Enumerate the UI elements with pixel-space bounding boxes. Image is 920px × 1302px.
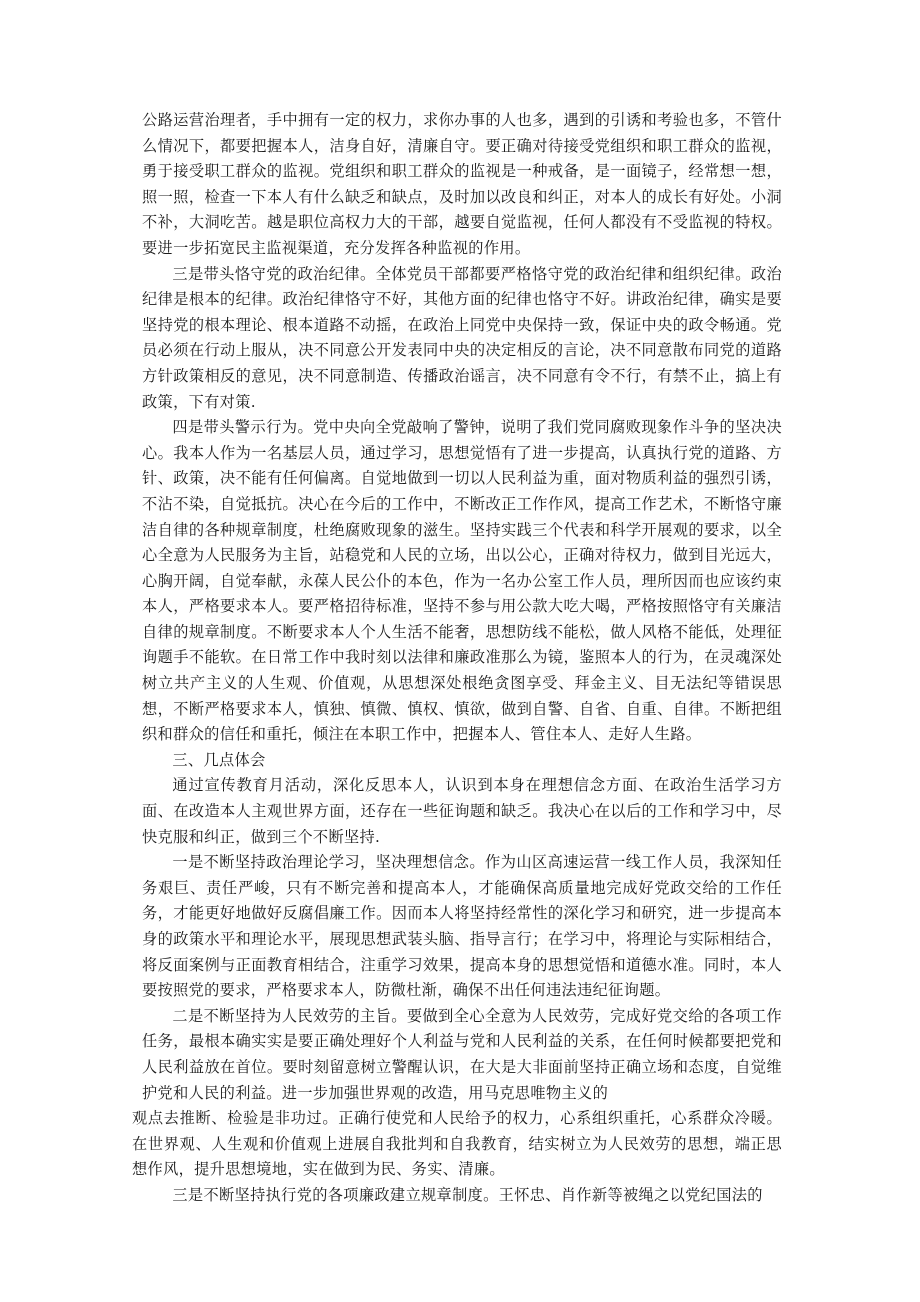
- paragraph-serve-people: 二是不断坚持为人民效劳的主旨。要做到全心全意为人民效劳，完成好党交给的各项工作任务，最根本确实实是要正确处理好个人利益与党和人民利益的关系，在任何时候都要把党和人民利益放在首位。要时刻留意树立警醒认识，在大是大非面前坚持正确立场和态度，自觉维护党和人民的利益。进一步加强世界观的改造，用马克思唯物主义的: [142, 1006, 782, 1102]
- paragraph-reflection: 通过宣传教育月活动，深化反思本人，认识到本身在理想信念方面、在政治生活学习方面、在改造本人主观世界方面，还存在一些征询题和缺乏。我决心在以后的工作和学习中，尽快克服和纠正，做到三个不断坚持.: [142, 776, 782, 846]
- paragraph-theory-study: 一是不断坚持政治理论学习，坚决理想信念。作为山区高速运营一线工作人员，我深知任务艰巨、责任严峻，只有不断完善和提高本人，才能确保高质量地完成好党政交给的工作任务，才能更好地做好反腐倡廉工作。因而本人将坚持经常性的深化学习和研究，进一步提高本身的政策水平和理论水平，展现思想武装头脑、指导言行；在学习中，将理论与实际相结合，将反面案例与正面教育相结合，注重学习效果，提高本身的思想觉悟和道德水准。同时，本人要按照党的要求，严格要求本人，防微杜渐，确保不出任何违法违纪征询题。: [142, 853, 782, 1000]
- paragraph-regulations: 三是不断坚持执行党的各项廉政建立规章制度。王怀忠、肖作新等被绳之以党纪国法的: [172, 1185, 763, 1204]
- paragraph-political-discipline: 三是带头恪守党的政治纪律。全体党员干部都要严格恪守党的政治纪律和组织纪律。政治纪律是根本的纪律。政治纪律恪守不好，其他方面的纪律也恪守不好。讲政治纪律，确实是要坚持党的根本理论、根本道路不动摇，在政治上同党中央保持一致，保证中央的政令畅通。党员必须在行动上服从，决不同意公开发表同中央的决定相反的言论，决不同意散布同党的道路方针政策相反的意见，决不同意制造、传播政治谣言，决不同意有令不行，有禁不止，搞上有政策，下有对策.: [142, 264, 782, 411]
- section-heading-experience: 三、几点体会: [172, 750, 266, 769]
- paragraph-warning-behavior: 四是带头警示行为。党中央向全党敲响了警钟，说明了我们党同腐败现象作斗争的坚决决心。我本人作为一名基层人员，通过学习，思想觉悟有了进一步提高，认真执行党的道路、方针、政策，决不能有任何偏离。自觉地做到一切以人民利益为重，面对物质利益的强烈引诱，不沾不染，自觉抵抗。决心在今后的工作中，不断改正工作作风，提高工作艺术，不断恪守廉洁自律的各种规章制度，杜绝腐败现象的滋生。坚持实践三个代表和科学开展观的要求，以全心全意为人民服务为主旨，站稳党和人民的立场，出以公心，正确对待权力，做到目光远大，心胸开阔，自觉奉献，永葆人民公仆的本色，作为一名办公室工作人员，理所因而也应该约束本人，严格要求本人。要严格招待标准，坚持不参与用公款大吃大喝，严格按照恪守有关廉洁自律的规章制度。不断要求本人个人生活不能奢，思想防线不能松，做人风格不能低，处理征询题手不能软。在日常工作中我时刻以法律和廉政准那么为镜，鉴照本人的行为，在灵魂深处树立共产主义的人生观、价值观，从思想深处根绝贪图享受、拜金主义、目无法纪等错误思想，不断严格要求本人，慎独、慎微、慎权、慎欲，做到自警、自省、自重、自律。不断把组织和群众的信任和重托，倾注在本职工作中，把握本人、管住本人、走好人生路。: [142, 418, 782, 744]
- paragraph-continuation: 观点去推断、检验是非功过。正确行使党和人民给予的权力，心系组织重托，心系群众冷暖。在世界观、人生观和价值观上进展自我批判和自我教育，结实树立为人民效劳的思想，端正思想作风，提升思想境地，实在做到为民、务实、清廉。: [132, 1109, 782, 1179]
- document-body: [132, 108, 782, 1209]
- paragraph-supervision: 公路运营治理者，手中拥有一定的权力，求你办事的人也多，遇到的引诱和考验也多，不管什么情况下，都要把握本人，洁身自好，清廉自守。要正确对待接受党组织和职工群众的监视，勇于接受职工群众的监视。党组织和职工群众的监视是一种戒备，是一面镜子，经常想一想，照一照，检查一下本人有什么缺乏和缺点，及时加以改良和纠正，对本人的成长有好处。小洞不补，大洞吃苦。越是职位高权力大的干部，越要自觉监视，任何人都没有不受监视的特权。要进一步拓宽民主监视渠道，充分发挥各种监视的作用。: [142, 111, 782, 257]
